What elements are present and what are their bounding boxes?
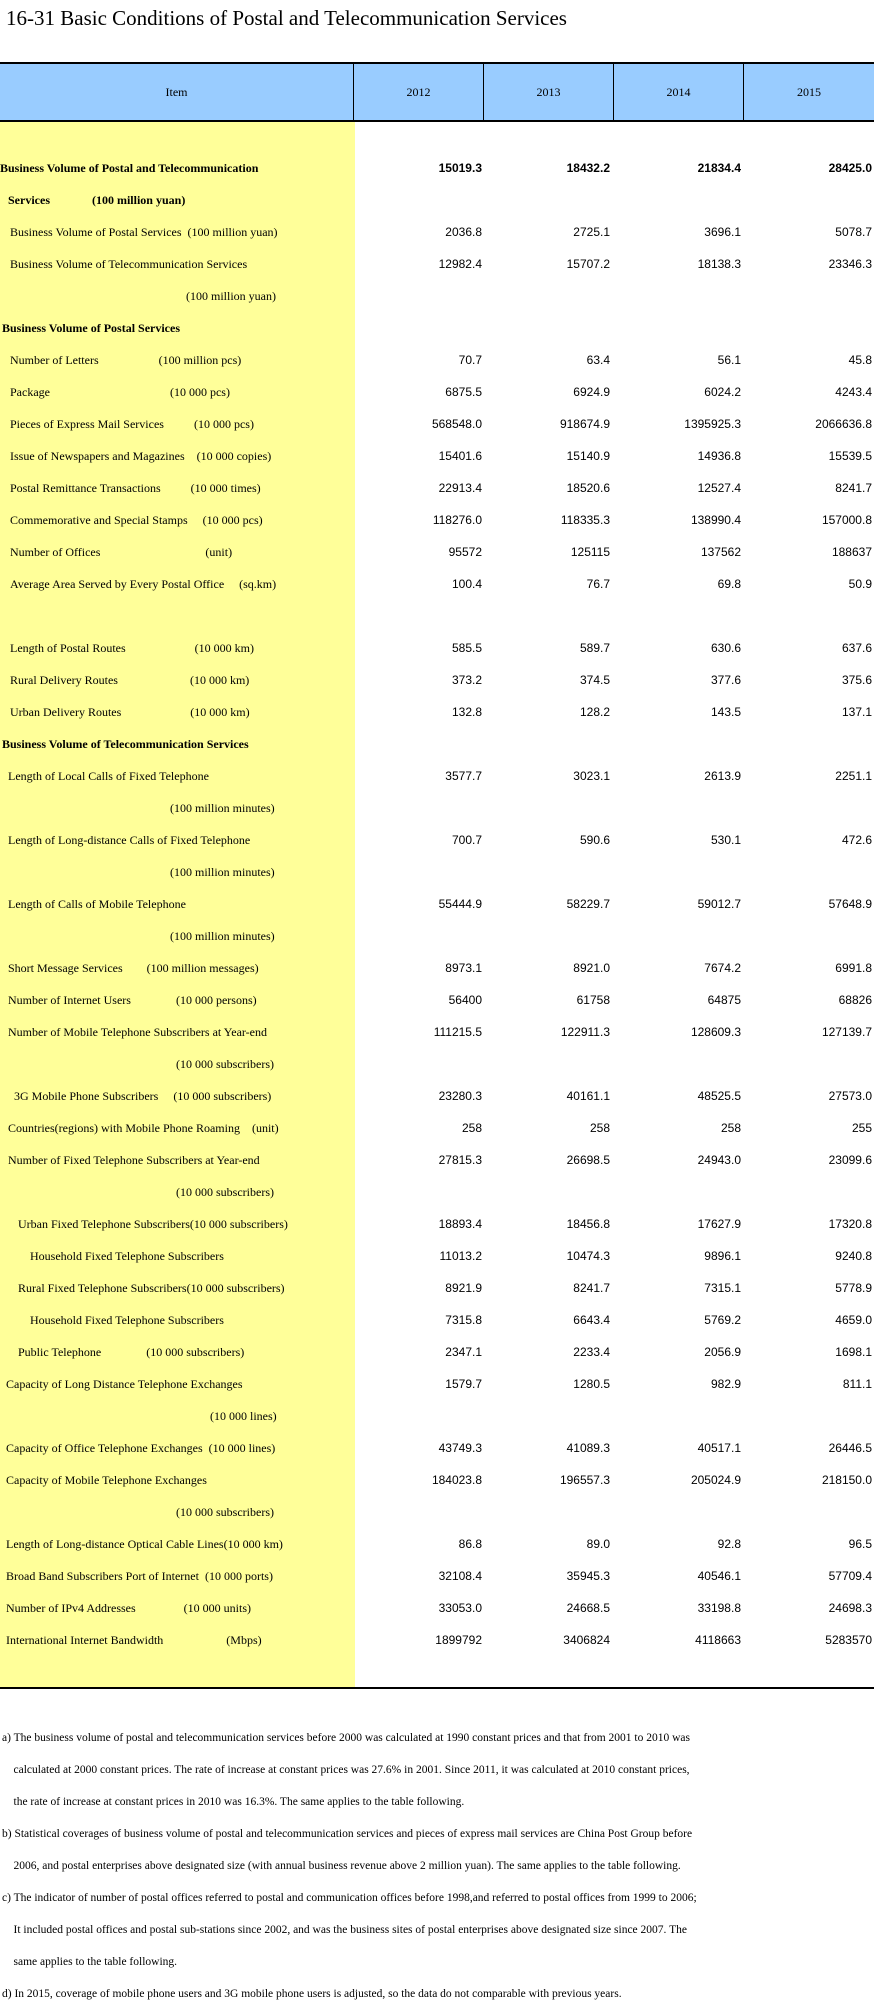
row-label: (10 000 subscribers) (176, 1505, 274, 1519)
row-value-2012: 373.2 (451, 673, 482, 687)
row-value-2014: 56.1 (717, 353, 741, 367)
row-label: Length of Long-distance Optical Cable Lines(10 000 km) (6, 1537, 283, 1551)
table-row (0, 1496, 874, 1528)
table-row (0, 1528, 874, 1560)
row-label: Average Area Served by Every Postal Office (sq.km) (10, 577, 277, 591)
row-value-2012: 2036.8 (445, 225, 482, 239)
row-label: Number of Letters (100 million pcs) (10, 353, 242, 367)
row-value-2013: 15707.2 (566, 257, 610, 271)
row-label: Public Telephone (10 000 subscribers) (18, 1345, 245, 1359)
table-row (0, 696, 874, 728)
row-label: Length of Postal Routes (10 000 km) (10, 641, 254, 655)
row-value-2015: 9240.8 (835, 1249, 872, 1263)
row-value-2015: 188637 (831, 545, 872, 559)
row-value-2013: 61758 (576, 993, 610, 1007)
row-value-2015: 45.8 (848, 353, 872, 367)
row-value-2014: 24943.0 (697, 1153, 741, 1167)
footnote-line: b) Statistical coverages of business volume of postal and telecommunication services and pieces of express mail services are China Post Group before (2, 1828, 693, 1840)
table-row (0, 824, 874, 856)
row-value-2014: 48525.5 (697, 1089, 741, 1103)
row-value-2014: 137562 (700, 545, 741, 559)
row-value-2014: 33198.8 (697, 1601, 741, 1615)
row-value-2013: 2725.1 (573, 225, 610, 239)
table-row (0, 792, 874, 824)
row-value-2014: 377.6 (710, 673, 741, 687)
row-value-2013: 40161.1 (566, 1089, 610, 1103)
row-value-2013: 374.5 (579, 673, 610, 687)
table-row (0, 952, 874, 984)
row-value-2013: 8241.7 (573, 1281, 610, 1295)
row-label: Capacity of Mobile Telephone Exchanges (6, 1473, 207, 1487)
table-row (0, 1304, 874, 1336)
table-row (0, 1144, 874, 1176)
row-value-2015: 4659.0 (835, 1313, 872, 1327)
row-value-2013: 89.0 (586, 1537, 610, 1551)
row-label: (10 000 subscribers) (176, 1185, 274, 1199)
row-value-2012: 56400 (448, 993, 482, 1007)
row-value-2013: 8921.0 (573, 961, 610, 975)
row-label: International Internet Bandwidth (Mbps) (6, 1633, 262, 1647)
row-value-2015: 218150.0 (821, 1473, 872, 1487)
row-value-2015: 57709.4 (828, 1569, 872, 1583)
row-label: Urban Delivery Routes (10 000 km) (10, 705, 250, 719)
footnote-line: c) The indicator of number of postal offices referred to postal and communication offices before 1998,and referred to postal offices from 1999 to 2006; (2, 1892, 697, 1904)
table-row (0, 248, 874, 280)
row-value-2013: 3023.1 (573, 769, 610, 783)
row-value-2013: 590.6 (579, 833, 610, 847)
row-value-2014: 258 (720, 1121, 741, 1135)
row-value-2014: 6024.2 (704, 385, 741, 399)
row-value-2015: 68826 (838, 993, 872, 1007)
row-value-2015: 6991.8 (835, 961, 872, 975)
row-value-2012: 585.5 (451, 641, 482, 655)
row-value-2015: 57648.9 (828, 897, 872, 911)
row-value-2015: 1698.1 (835, 1345, 872, 1359)
table-row (0, 1592, 874, 1624)
row-label: Household Fixed Telephone Subscribers (30, 1249, 224, 1263)
row-value-2013: 24668.5 (566, 1601, 610, 1615)
table-row (0, 1272, 874, 1304)
row-value-2013: 122911.3 (560, 1025, 610, 1039)
row-value-2013: 15140.9 (566, 449, 610, 463)
row-label: Rural Fixed Telephone Subscribers(10 000 subscribers) (18, 1281, 285, 1295)
row-value-2015: 8241.7 (835, 481, 872, 495)
row-label: Rural Delivery Routes (10 000 km) (10, 673, 250, 687)
row-value-2013: 26698.5 (566, 1153, 610, 1167)
row-value-2015: 375.6 (841, 673, 872, 687)
table-row (0, 536, 874, 568)
row-value-2012: 22913.4 (438, 481, 482, 495)
row-value-2015: 811.1 (842, 1377, 872, 1391)
table-row (0, 216, 874, 248)
row-value-2012: 8973.1 (445, 961, 482, 975)
row-label: Length of Calls of Mobile Telephone (8, 897, 186, 911)
row-label: (10 000 lines) (210, 1409, 277, 1423)
row-value-2012: 184023.8 (431, 1473, 482, 1487)
row-value-2015: 2251.1 (835, 769, 872, 783)
row-label: Pieces of Express Mail Services (10 000 pcs) (10, 417, 254, 431)
table-row (0, 920, 874, 952)
row-label: Number of Offices (unit) (10, 545, 233, 559)
row-value-2015: 4243.4 (835, 385, 872, 399)
header-year-2012: 2012 (353, 64, 483, 120)
row-value-2012: 1899792 (435, 1633, 482, 1647)
row-value-2013: 18520.6 (566, 481, 610, 495)
table-row (0, 1432, 874, 1464)
row-value-2013: 41089.3 (566, 1441, 610, 1455)
footnote-line: a) The business volume of postal and telecommunication services before 2000 was calculated at 1990 constant prices and that from 2001 to 2010 was (2, 1732, 691, 1744)
table-row (0, 1368, 874, 1400)
footnote-line: calculated at 2000 constant prices. The rate of increase at constant prices was 27.6% in 2001. Since 2011, it was calculated at 2010 constant prices, (2, 1764, 690, 1776)
table-row (0, 760, 874, 792)
row-value-2013: 2233.4 (573, 1345, 610, 1359)
footnote-line: 2006, and postal enterprises above designated size (with annual business revenue above 2 million yuan). The same applies to the table following. (2, 1860, 681, 1872)
row-label: (100 million yuan) (186, 289, 276, 303)
header-year-2015: 2015 (743, 64, 874, 120)
row-value-2012: 700.7 (451, 833, 482, 847)
table-row (0, 728, 874, 760)
row-label: Number of Fixed Telephone Subscribers at Year-end (8, 1153, 260, 1167)
row-value-2012: 55444.9 (438, 897, 482, 911)
row-value-2012: 23280.3 (438, 1089, 482, 1103)
row-label: Short Message Services (100 million messages) (8, 961, 259, 975)
row-label: Length of Local Calls of Fixed Telephone (8, 769, 209, 783)
row-value-2014: 7315.1 (704, 1281, 741, 1295)
row-value-2014: 40546.1 (697, 1569, 741, 1583)
table-body (0, 152, 874, 1656)
row-value-2012: 27815.3 (438, 1153, 482, 1167)
table-row (0, 1048, 874, 1080)
row-value-2012: 15401.6 (438, 449, 482, 463)
table-row (0, 152, 874, 184)
row-label: Issue of Newspapers and Magazines (10 000 copies) (10, 449, 272, 463)
row-value-2015: 137.1 (841, 705, 872, 719)
row-label: Number of Internet Users (10 000 persons) (8, 993, 257, 1007)
table-row (0, 440, 874, 472)
row-value-2012: 32108.4 (438, 1569, 482, 1583)
row-value-2014: 59012.7 (697, 897, 741, 911)
row-value-2013: 128.2 (579, 705, 610, 719)
row-value-2013: 258 (589, 1121, 610, 1135)
row-value-2014: 205024.9 (690, 1473, 741, 1487)
row-value-2014: 1395925.3 (684, 417, 741, 431)
row-label: Countries(regions) with Mobile Phone Roaming (unit) (8, 1121, 279, 1135)
row-label: Business Volume of Telecommunication Services (10, 257, 248, 271)
row-value-2015: 255 (851, 1121, 872, 1135)
header-year-2013: 2013 (483, 64, 613, 120)
table-row (0, 1112, 874, 1144)
row-value-2014: 4118663 (695, 1633, 741, 1647)
row-value-2015: 96.5 (848, 1537, 872, 1551)
header-year-2014: 2014 (613, 64, 743, 120)
row-value-2012: 258 (461, 1121, 482, 1135)
row-value-2014: 69.8 (717, 577, 741, 591)
row-label: Business Volume of Postal and Telecommunication (0, 161, 259, 175)
row-value-2012: 111215.5 (433, 1025, 482, 1039)
row-value-2013: 18432.2 (566, 161, 610, 175)
row-label: Commemorative and Special Stamps (10 000 pcs) (10, 513, 263, 527)
row-value-2013: 6643.4 (573, 1313, 610, 1327)
table-row (0, 1080, 874, 1112)
table-row (0, 1336, 874, 1368)
header-item: Item (165, 84, 188, 99)
row-value-2015: 127139.7 (821, 1025, 872, 1039)
row-value-2013: 196557.3 (559, 1473, 610, 1487)
table-row (0, 184, 874, 216)
row-value-2012: 86.8 (458, 1537, 482, 1551)
row-label: Services (100 million yuan) (8, 193, 186, 207)
row-value-2015: 157000.8 (821, 513, 872, 527)
row-value-2012: 43749.3 (438, 1441, 482, 1455)
row-value-2012: 15019.3 (438, 161, 482, 175)
row-value-2014: 18138.3 (697, 257, 741, 271)
row-value-2012: 95572 (448, 545, 482, 559)
table-row (0, 312, 874, 344)
row-label: Business Volume of Postal Services (100 million yuan) (10, 225, 278, 239)
row-value-2014: 40517.1 (697, 1441, 741, 1455)
row-value-2015: 2066636.8 (815, 417, 872, 431)
table-row (0, 1208, 874, 1240)
row-label: Business Volume of Postal Services (2, 321, 181, 335)
row-value-2013: 6924.9 (573, 385, 610, 399)
table-row (0, 856, 874, 888)
row-value-2014: 9896.1 (704, 1249, 741, 1263)
table-row (0, 1240, 874, 1272)
row-value-2012: 3577.7 (445, 769, 482, 783)
table-row (0, 280, 874, 312)
row-label: (100 million minutes) (170, 865, 275, 879)
row-value-2012: 7315.8 (445, 1313, 482, 1327)
row-value-2015: 5078.7 (835, 225, 872, 239)
row-value-2015: 28425.0 (828, 161, 872, 175)
row-value-2014: 630.6 (710, 641, 741, 655)
row-value-2014: 3696.1 (704, 225, 741, 239)
row-value-2015: 5283570 (825, 1633, 872, 1647)
row-value-2012: 1579.7 (445, 1377, 482, 1391)
row-value-2012: 8921.9 (445, 1281, 482, 1295)
table-row (0, 1560, 874, 1592)
row-label: Length of Long-distance Calls of Fixed Telephone (8, 833, 251, 847)
table-row (0, 1624, 874, 1656)
row-label: (100 million minutes) (170, 929, 275, 943)
row-value-2013: 1280.5 (573, 1377, 610, 1391)
footnotes (2, 1722, 872, 2010)
row-label: (100 million minutes) (170, 801, 275, 815)
footnote-line: same applies to the table following. (2, 1956, 178, 1968)
row-value-2014: 982.9 (710, 1377, 741, 1391)
table-row (0, 664, 874, 696)
row-value-2015: 24698.3 (828, 1601, 872, 1615)
row-value-2012: 12982.4 (438, 257, 482, 271)
table-row (0, 376, 874, 408)
table-bottom-rule (0, 1687, 874, 1689)
row-value-2012: 6875.5 (445, 385, 482, 399)
row-value-2012: 2347.1 (445, 1345, 482, 1359)
row-value-2013: 918674.9 (559, 417, 610, 431)
table-row (0, 632, 874, 664)
row-label: Capacity of Office Telephone Exchanges (10 000 lines) (6, 1441, 276, 1455)
row-value-2015: 27573.0 (828, 1089, 872, 1103)
footnote-line: d) In 2015, coverage of mobile phone users and 3G mobile phone users is adjusted, so the data do not comparable with previous years. (2, 1988, 622, 2000)
row-label: Household Fixed Telephone Subscribers (30, 1313, 224, 1327)
row-value-2015: 5778.9 (835, 1281, 872, 1295)
row-value-2013: 118335.3 (560, 513, 610, 527)
table-row (0, 1176, 874, 1208)
row-value-2013: 125115 (570, 545, 610, 559)
row-value-2014: 530.1 (710, 833, 741, 847)
row-value-2012: 100.4 (451, 577, 482, 591)
footnote-line: the rate of increase at constant prices in 2010 was 16.3%. The same applies to the table following. (2, 1796, 465, 1808)
row-value-2015: 23346.3 (828, 257, 872, 271)
page-title: 16-31 Basic Conditions of Postal and Telecommunication Services (6, 6, 567, 30)
table-row (0, 408, 874, 440)
row-value-2012: 132.8 (451, 705, 482, 719)
row-label: Postal Remittance Transactions (10 000 times) (10, 481, 261, 495)
row-value-2013: 63.4 (586, 353, 610, 367)
table-row (0, 1016, 874, 1048)
row-value-2012: 118276.0 (432, 513, 482, 527)
row-value-2013: 58229.7 (566, 897, 610, 911)
row-value-2012: 568548.0 (431, 417, 482, 431)
row-label: Package (10 000 pcs) (10, 385, 230, 399)
table-row (0, 344, 874, 376)
row-value-2013: 10474.3 (566, 1249, 610, 1263)
row-label: Urban Fixed Telephone Subscribers(10 000 subscribers) (18, 1217, 288, 1231)
row-value-2013: 76.7 (586, 577, 610, 591)
table-row (0, 472, 874, 504)
row-label: Broad Band Subscribers Port of Internet (10 000 ports) (6, 1569, 273, 1583)
row-value-2014: 17627.9 (697, 1217, 741, 1231)
row-value-2014: 14936.8 (697, 449, 741, 463)
row-label: Capacity of Long Distance Telephone Exchanges (6, 1377, 243, 1391)
row-value-2015: 50.9 (848, 577, 872, 591)
row-value-2013: 18456.8 (566, 1217, 610, 1231)
table-row (0, 984, 874, 1016)
row-value-2014: 92.8 (717, 1537, 741, 1551)
row-label: 3G Mobile Phone Subscribers (10 000 subscribers) (14, 1089, 272, 1103)
row-value-2014: 21834.4 (697, 161, 741, 175)
table-row (0, 888, 874, 920)
row-value-2012: 70.7 (458, 353, 482, 367)
row-label: Number of Mobile Telephone Subscribers at Year-end (8, 1025, 267, 1039)
row-value-2014: 143.5 (710, 705, 741, 719)
table-row (0, 1400, 874, 1432)
row-label: Number of IPv4 Addresses (10 000 units) (6, 1601, 251, 1615)
row-label: Business Volume of Telecommunication Services (2, 737, 249, 751)
row-value-2013: 35945.3 (566, 1569, 610, 1583)
row-value-2014: 2056.9 (704, 1345, 741, 1359)
row-label: (10 000 subscribers) (176, 1057, 274, 1071)
row-value-2015: 637.6 (841, 641, 872, 655)
row-value-2015: 472.6 (841, 833, 872, 847)
row-value-2014: 2613.9 (704, 769, 741, 783)
table-row (0, 600, 874, 632)
footnote-line: It included postal offices and postal sub-stations since 2002, and was the business sites of postal enterprises above designated size since 2007. The (2, 1924, 687, 1936)
row-value-2014: 12527.4 (697, 481, 741, 495)
row-value-2012: 33053.0 (438, 1601, 482, 1615)
row-value-2014: 64875 (707, 993, 741, 1007)
row-value-2012: 11013.2 (439, 1249, 482, 1263)
row-value-2013: 589.7 (579, 641, 610, 655)
row-value-2014: 7674.2 (704, 961, 741, 975)
row-value-2015: 23099.6 (828, 1153, 872, 1167)
row-value-2014: 128609.3 (690, 1025, 741, 1039)
row-value-2014: 5769.2 (704, 1313, 741, 1327)
row-value-2012: 18893.4 (438, 1217, 482, 1231)
table-row (0, 1464, 874, 1496)
row-value-2014: 138990.4 (690, 513, 741, 527)
table-row (0, 568, 874, 600)
table-row (0, 504, 874, 536)
table-header (0, 62, 874, 122)
row-value-2013: 3406824 (563, 1633, 610, 1647)
row-value-2015: 26446.5 (828, 1441, 872, 1455)
row-value-2015: 15539.5 (828, 449, 872, 463)
row-value-2015: 17320.8 (828, 1217, 872, 1231)
